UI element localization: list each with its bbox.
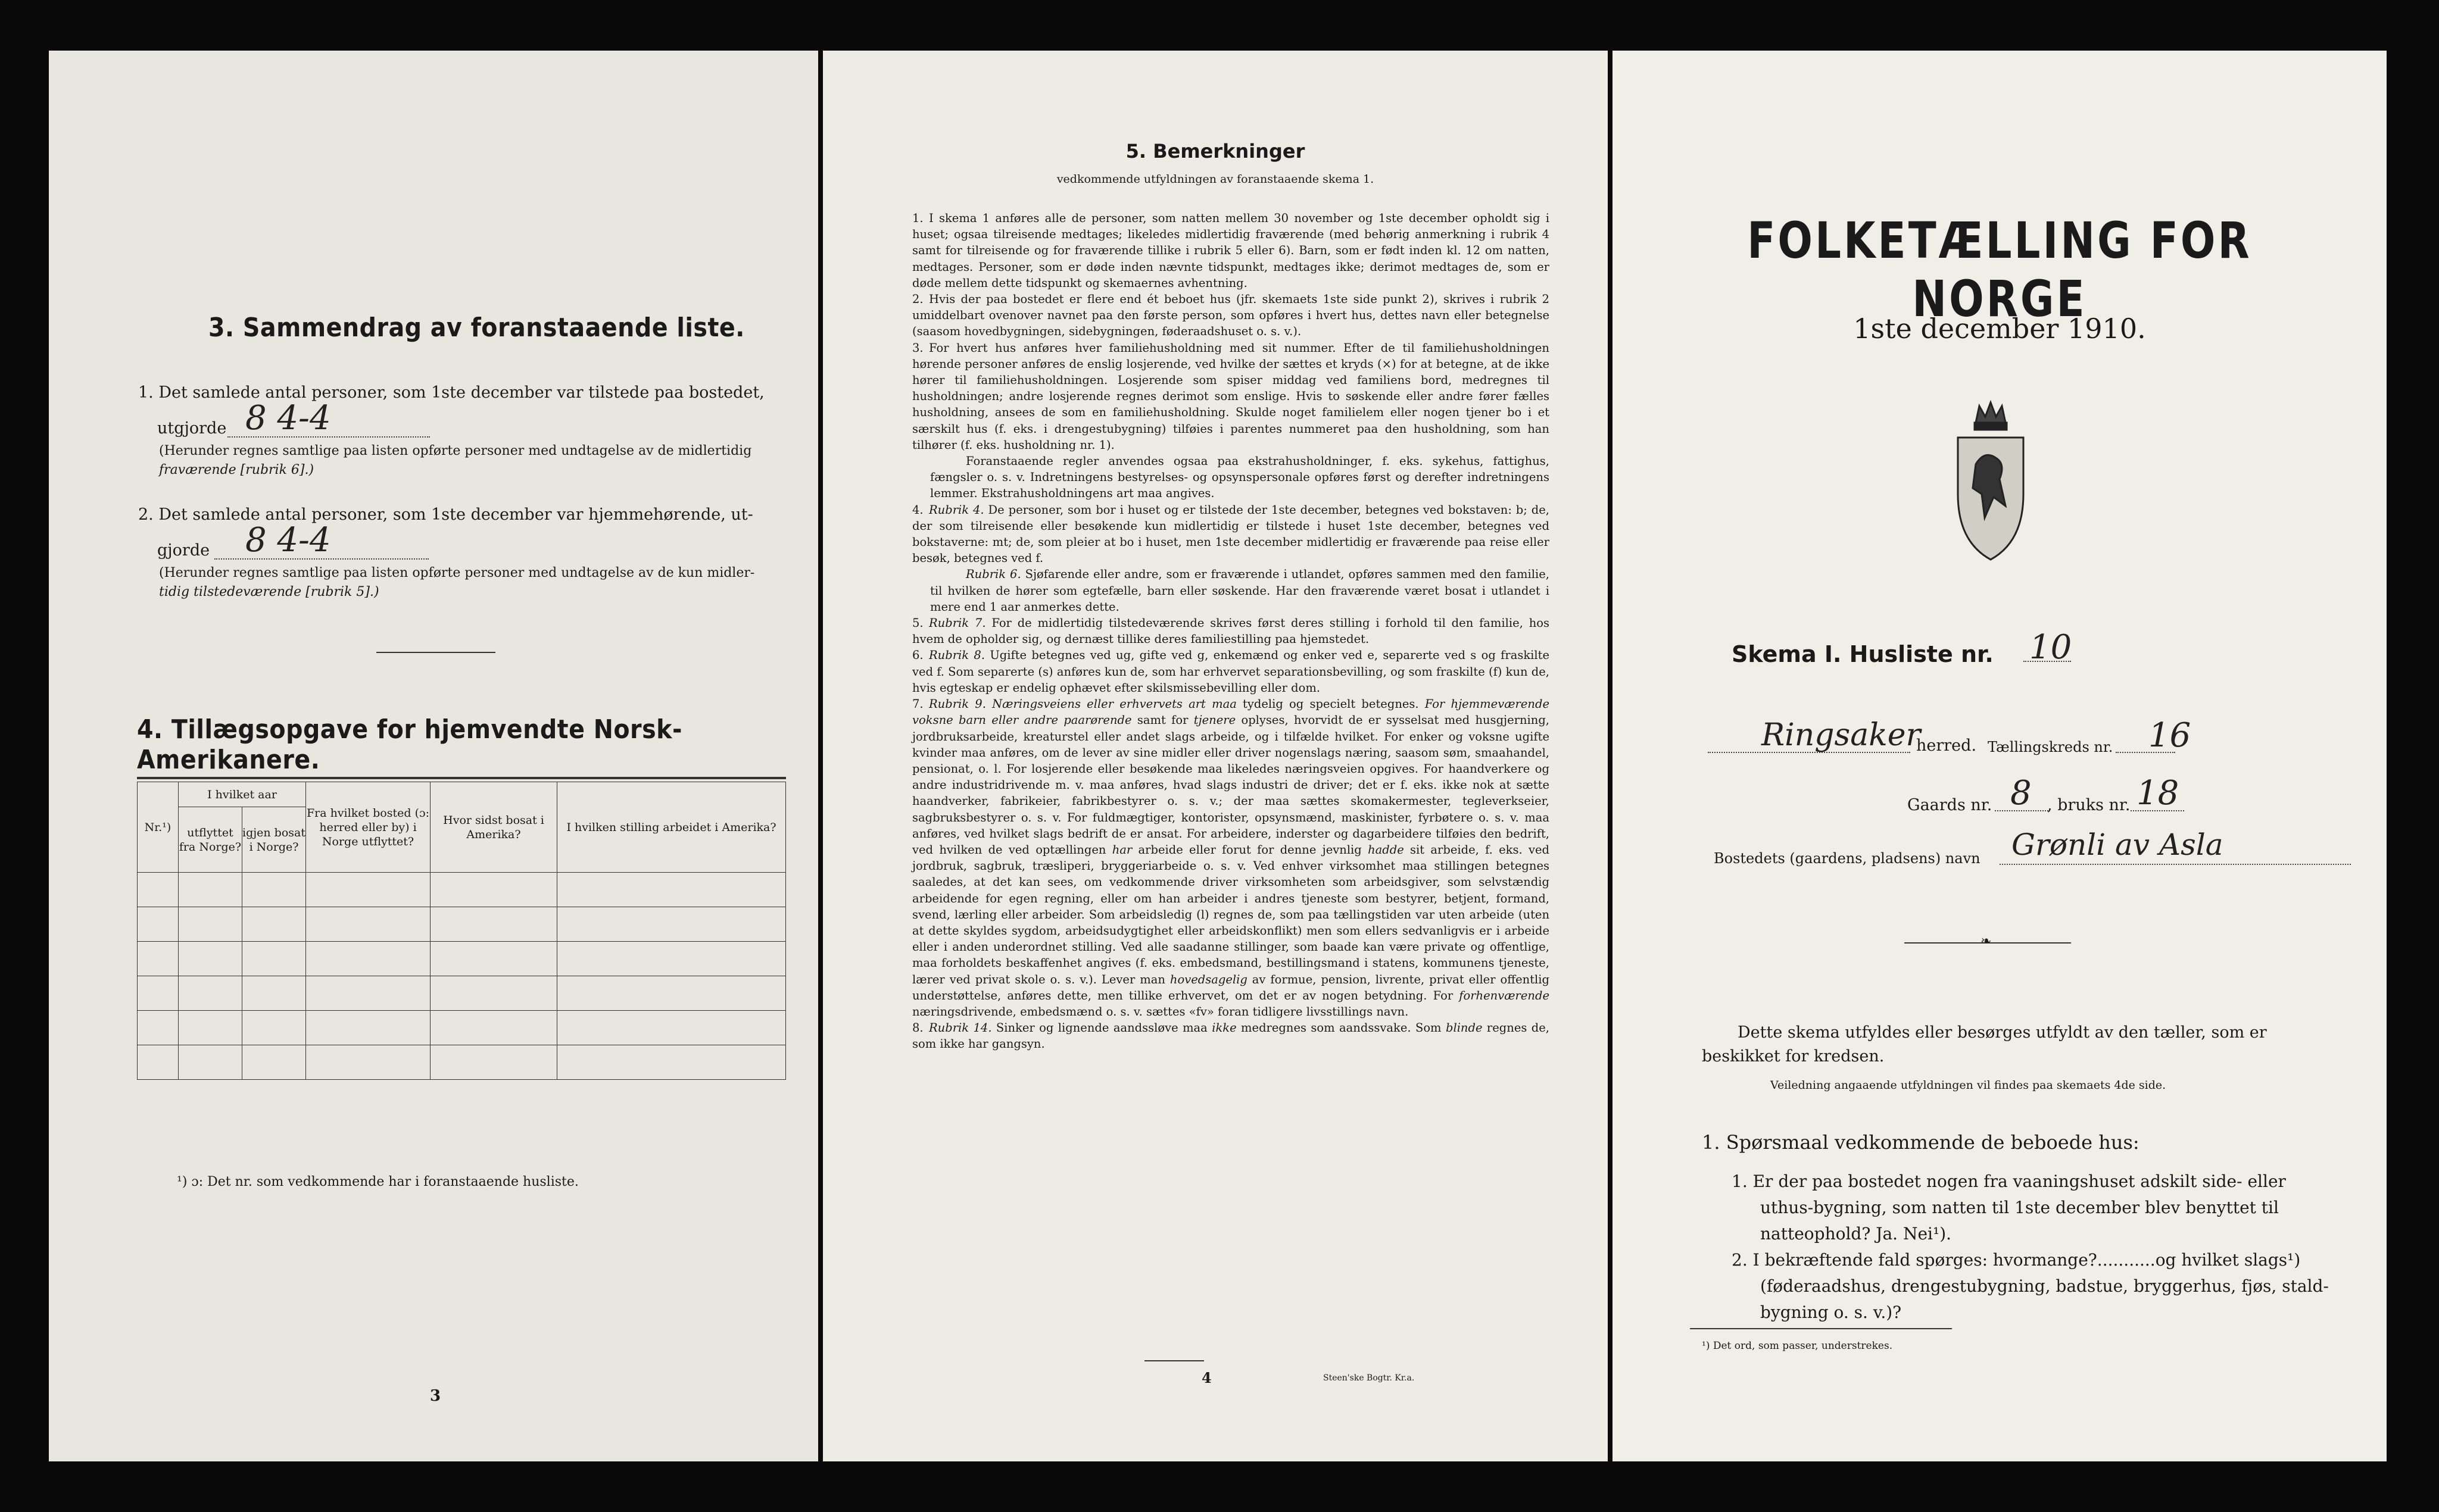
page-right (1613, 51, 2387, 1461)
remarks-subtitle: vedkommende utfyldningen av foranstaaende skema 1. (1056, 173, 1374, 186)
census-date: 1ste december 1910. (1853, 313, 2146, 345)
printer-mark: Steen'ske Bogtr. Kr.a. (1323, 1373, 1415, 1383)
section-4-title: 4. Tillægsopgave for hjemvendte Norsk-Amerikanere. (137, 714, 682, 775)
item-2-text: 2. Det samlede antal personer, som 1ste december var hjemmehørende, ut- (138, 505, 753, 524)
gaards-value: 8 (2010, 774, 2032, 813)
table-row (138, 942, 786, 976)
table-row (138, 1011, 786, 1045)
remarks-body (912, 210, 1549, 1052)
item-2-utgjorde-label: gjorde (157, 541, 210, 560)
instruction-line-2: beskikket for kredsen. (1702, 1047, 1885, 1066)
remark-4: 4. Rubrik 4. De personer, som bor i huset og er tilstede der 1ste december, betegnes ved bokstaven: b; de, der som tilreisende eller besøkende kun midlertidig er tilstede i huset 1ste december, betegnes ved bokstaverne: mt; de, som pleier at bo i huset, men 1ste december midlertidig er fraværende paa reise eller besøk, betegnes ved f. (912, 502, 1549, 566)
divider (376, 652, 495, 653)
table-row (138, 1045, 786, 1080)
gaards-label: Gaards nr. (1907, 796, 1992, 814)
remark-6: 6. Rubrik 8. Ugifte betegnes ved ug, gifte ved g, enkemænd og enker ved e, separerte ved s og fraskilte ved f. Som separerte (s) anføres kun de, som har erhvervet separationsbevilling, og som fraskilte (f) kun de, hvis egteskap er endelig ophævet efter skilsmissebevilling eller dom. (912, 648, 1549, 695)
table-top-rule (137, 777, 786, 779)
section-3-title: 3. Sammendrag av foranstaaende liste. (208, 313, 745, 343)
bosted-value: Grønli av Asla (2011, 827, 2223, 862)
col-nr: Nr.¹) (138, 782, 179, 873)
remark-3b: Foranstaaende regler anvendes ogsaa paa ekstrahusholdninger, f. eks. sykehus, fattighus, fængsler o. s. v. Indretningens bestyrelses- og opsynspersonale opføres først og derefter indretningens lemmer. Ekstrahusholdningens art maa angives. (930, 454, 1549, 501)
col-returned: igjen bosat i Norge? (242, 807, 306, 873)
instruction-line-1: Dette skema utfyldes eller besørges utfyldt av den tæller, som er (1738, 1023, 2267, 1042)
remark-8: 8. Rubrik 14. Sinker og lignende aandssløve maa ikke medregnes som aandssvake. Som blinde regnes de, som ikke har gangsyn. (912, 1021, 1549, 1051)
bosted-dots (2000, 864, 2351, 865)
remark-4b: Rubrik 6. Sjøfarende eller andre, som er fraværende i utlandet, opføres sammen med den familie, til hvilken de hører som egtefælle, barn eller søskende. Har den fraværende været bosat i utlandet i mere end 1 aar anmerkes dette. (930, 567, 1549, 614)
page-middle (823, 51, 1608, 1461)
remark-7: 7. Rubrik 9. Næringsveiens eller erhvervets art maa tydelig og specielt betegnes. For hjemmeværende voksne barn eller andre paarørende samt for tjenere oplyses, hvorvidt de er sysselsat med husgjerning, jordbruksarbeide, kreaturstel eller andet slags arbeide, og i tilfælde hvilket. For enker og voksne ugifte kvinder maa anføres, om de lever av sine midler eller driver nogenslags næring, saasom søm, smaahandel, pensionat, o. l. For losjerende eller besøkende maa likeledes næringsveien opgives. For haandverkere og andre industridrivende m. v. maa anføres, hvad slags industri de driver; det er f. eks. ikke nok at sætte haandverker, fabrikeier, fabrikbestyrer o. s. v.; der maa sættes skomakermester, tegleverkseier, sagbruksbestyrer o. s. v. For fuldmægtiger, kontorister, opsynsmænd, maskinister, fyrbøtere o. s. v. maa anføres, ved hvilket slags bedrift de er ansat. For arbeidere, inderster og dagarbeidere tilføies den bedrift, ved hvilken de ved optællingen har arbeide eller forut for denne jevnlig hadde sit arbeide, f. eks. ved jordbruk, sagbruk, træsliperi, bryggeriarbeide o. s. v. Ved enhver virksomhet maa stillingen betegnes saaledes, at det kan sees, om vedkommende driver virksomheten som arbeidsgiver, som selvstændig arbeidende for egen regning, eller om han arbeider i andres tjeneste som bestyrer, betjent, formand, svend, lærling eller arbeider. Som arbeidsledig (l) regnes de, som paa tællingstiden var uten arbeide (uten at dette skyldes sygdom, arbeidsudygtighet eller arbeidskonflikt) men som ellers sedvanligvis er i arbeide eller i anden underordnet stilling. Ved alle saadanne stillinger, som baade kan være private og offentlige, maa forholdets beskaffenhet angives (f. eks. embedsmand, bestillingsmand i statens, kommunens tjeneste, lærer ved privat skole o. s. v.). Lever man hovedsagelig av formue, pension, livrente, privat eller offentlig understøttelse, anføres dette, men tillike erhvervet, om det er av nogen betydning. For forhenværende næringsdrivende, embedsmænd o. s. v. sættes «fv» foran tidligere livsstillings navn. (912, 697, 1550, 1019)
norsk-amerikanere-table (137, 782, 786, 1080)
footnote-rule (1690, 1328, 1952, 1329)
herred-value: Ringsaker (1761, 717, 1921, 753)
schema-label: Skema I. Husliste nr. (1732, 641, 1994, 667)
item-1-note: (Herunder regnes samtlige paa listen opførte personer med undtagelse av de midlertidig fraværende [rubrik 6].) (159, 443, 752, 477)
item-1-text: 1. Det samlede antal personer, som 1ste december var tilstede paa bostedet, (138, 383, 765, 402)
item-1-utgjorde-label: utgjorde (157, 419, 227, 438)
page-number: 4 (1202, 1369, 1212, 1386)
bruks-value: 18 (2137, 774, 2179, 813)
remark-1: 1. I skema 1 anføres alle de personer, som natten mellem 30 november og 1ste december opholdt sig i huset; ogsaa tilreisende medtages; likeledes midlertidig fraværende (med behørig anmerkning i rubrik 4 samt for tilreisende og for fraværende tillike i rubrik 5 eller 6). Barn, som er født inden kl. 12 om natten, medtages. Personer, som er døde inden nævnte tidspunkt, medtages ikke; derimot medtages de, som er døde mellem dette tidspunkt og skemaernes avhentning. (912, 211, 1549, 290)
bosted-label: Bostedets (gaardens, pladsens) navn (1714, 850, 1980, 867)
col-emigrated: utflyttet fra Norge? (179, 807, 242, 873)
table-footnote: ¹) ɔ: Det nr. som vedkommende har i foranstaaende husliste. (177, 1174, 579, 1189)
herred-label: herred. (1916, 736, 1977, 755)
divider (1144, 1360, 1204, 1361)
item-2-handwritten-value: 8 4-4 (245, 521, 331, 560)
question-1: 1. Er der paa bostedet nogen fra vaaningshuset adskilt side- eller uthus-bygning, som natten til 1ste december blev benyttet til natteophold? Ja. Nei¹). (1732, 1172, 2286, 1244)
col-from-where: Fra hvilket bosted (ɔ: herred eller by) i Norge utflyttet? (306, 782, 431, 873)
kreds-label: Tællingskreds nr. (1988, 739, 2113, 755)
table-row (138, 976, 786, 1011)
husliste-number: 10 (2029, 628, 2072, 667)
page-number: 3 (430, 1387, 441, 1405)
remark-3: 3. For hvert hus anføres hver familiehusholdning med sit nummer. Efter de til familiehusholdningen hørende personer anføres de enslig losjerende, ved hvilke der sættes et kryds (×) for at betegne, at de ikke hører til familiehusholdningen. Losjerende som spiser middag ved familiens bord, medregnes til husholdningen; andre losjerende regnes derimot som enslige. Hvis to søskende eller andre fører fælles husholdning, ansees de som en familiehusholdning. Skulde noget familielem eller nogen tjener bo i et særskilt hus (f. eks. i drengestubygning) tilføies i parentes nummeret paa den husholdning, som han tilhører (f. eks. husholdning nr. 1). (912, 340, 1549, 452)
page-left (49, 51, 818, 1461)
col-year-group: I hvilket aar (179, 782, 306, 807)
ornament-icon: ❧ (1980, 934, 1992, 949)
coat-of-arms-icon (1952, 393, 2029, 601)
remark-5: 5. Rubrik 7. For de midlertidig tilstedeværende skrives først deres stilling i forhold til den familie, hos hvem de opholder sig, og dernæst tillike deres familiestilling paa hjemstedet. (912, 616, 1549, 646)
document-title: FOLKETÆLLING FOR NORGE (1747, 211, 2252, 328)
item-1-handwritten-value: 8 4-4 (245, 399, 331, 438)
table-row (138, 907, 786, 942)
col-where-last: Hvor sidst bosat i Amerika? (431, 782, 557, 873)
col-position: I hvilken stilling arbeidet i Amerika? (557, 782, 786, 873)
questions-heading: 1. Spørsmaal vedkommende de beboede hus: (1702, 1131, 2139, 1154)
remarks-title: 5. Bemerkninger (1125, 140, 1305, 163)
question-2: 2. I bekræftende fald spørges: hvormange?...........og hvilket slags¹) (føderaadshus, drengestubygning, badstue, bryggerhus, fjøs, stald- bygning o. s. v.)? (1732, 1250, 2329, 1322)
kreds-value: 16 (2148, 716, 2191, 755)
footnote: ¹) Det ord, som passer, understrekes. (1702, 1340, 1893, 1352)
item-2-note: (Herunder regnes samtlige paa listen opførte personer med undtagelse av de kun midler- tidig tilstedeværende [rubrik 5].) (159, 566, 755, 599)
bruks-label: , bruks nr. (2047, 796, 2131, 814)
table-row (138, 873, 786, 907)
instruction-note: Veiledning angaaende utfyldningen vil findes paa skemaets 4de side. (1770, 1079, 2166, 1092)
remark-2: 2. Hvis der paa bostedet er flere end ét beboet hus (jfr. skemaets 1ste side punkt 2), skrives i rubrik 2 umiddelbart ovenover navnet paa den første person, som opføres i hvert hus, dettes navn eller betegnelse (saasom hovedbygningen, sidebygningen, føderaadshuset o. s. v.). (912, 292, 1549, 339)
